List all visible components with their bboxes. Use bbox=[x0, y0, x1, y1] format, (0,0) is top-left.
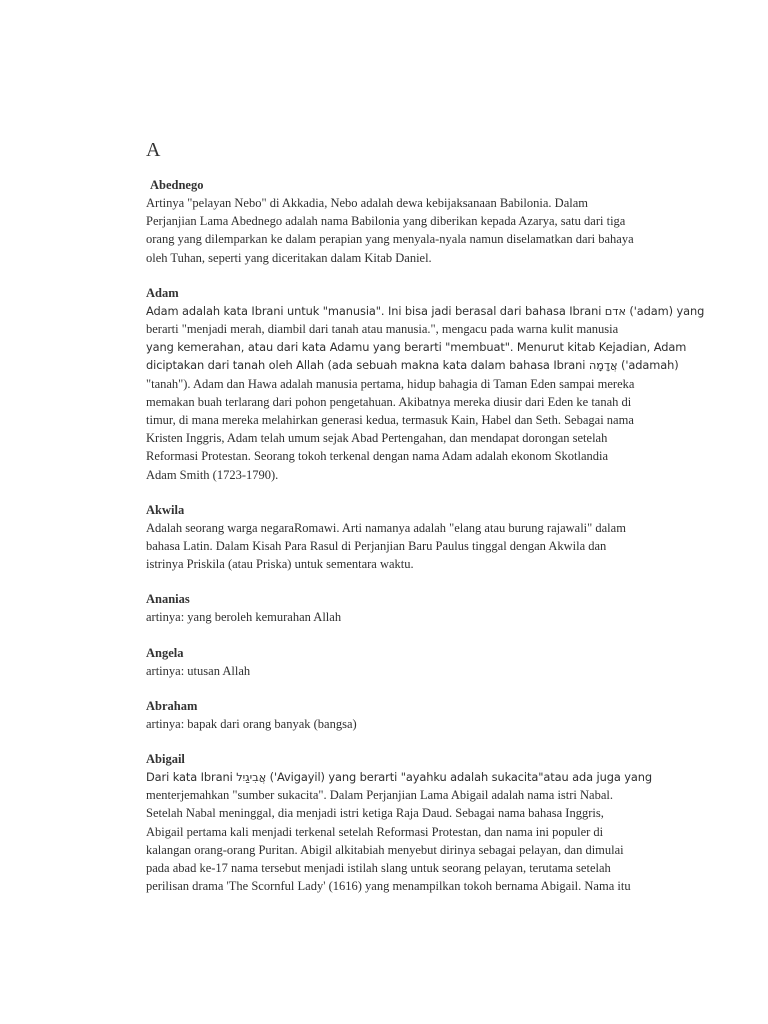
entry-title: Abigail bbox=[146, 752, 185, 767]
body-line: Perjanjian Lama Abednego adalah nama Babilonia yang diberikan kepada Azarya, satu dari tiga bbox=[146, 214, 626, 229]
body-line: diciptakan dari tanah oleh Allah (ada sebuah makna kata dalam bahasa Ibrani אֲדָמָה ('adamah) bbox=[146, 358, 679, 373]
document-page bbox=[146, 138, 705, 912]
body-line: yang kemerahan, atau dari kata Adamu yang berarti "membuat". Menurut kitab Kejadian, Adam bbox=[146, 340, 687, 355]
body-line: Adam adalah kata Ibrani untuk "manusia". Ini bisa jadi berasal dari bahasa Ibrani אדם ('adam) yang bbox=[146, 303, 705, 318]
body-line: perilisan drama 'The Scornful Lady' (1616) yang menampilkan tokoh bernama Abigail. Nama itu bbox=[146, 879, 631, 894]
body-line: menterjemahkan "sumber sukacita". Dalam Perjanjian Lama Abigail adalah nama istri Nabal. bbox=[146, 788, 613, 803]
body-line: orang yang dilemparkan ke dalam perapian yang menyala-nyala namun diselamatkan dari bahaya bbox=[146, 232, 634, 247]
entry-title: Angela bbox=[146, 645, 184, 660]
body-line: Kristen Inggris, Adam telah umum sejak Abad Pertengahan, dan mendapat dorongan setelah bbox=[146, 431, 608, 446]
body-line: Adalah seorang warga negaraRomawi. Arti namanya adalah "elang atau burung rajawali" dalam bbox=[146, 520, 626, 535]
entry-title: Ananias bbox=[146, 592, 190, 607]
entry-abednego bbox=[146, 176, 666, 267]
body-line: Setelah Nabal meninggal, dia menjadi istri ketiga Raja Daud. Sebagai nama bahasa Inggris, bbox=[146, 806, 604, 821]
body-line: memakan buah terlarang dari pohon pengetahuan. Akibatnya mereka diusir dari Eden ke tanah di bbox=[146, 394, 632, 409]
entry-body bbox=[146, 194, 666, 267]
body-line: oleh Tuhan, seperti yang diceritakan dalam Kitab Daniel. bbox=[146, 250, 432, 265]
entry-ananias bbox=[146, 590, 666, 626]
body-line: berarti "menjadi merah, diambil dari tanah atau manusia.", mengacu pada warna kulit manusia bbox=[146, 322, 619, 337]
body-line: timur, di mana mereka melahirkan generasi kedua, termasuk Kain, Habel dan Seth. Sebagai nama bbox=[146, 413, 634, 428]
body-line: Artinya "pelayan Nebo" di Akkadia, Nebo adalah dewa kebijaksanaan Babilonia. Dalam bbox=[146, 196, 588, 210]
entry-adam bbox=[146, 284, 705, 484]
entry-akwila bbox=[146, 501, 666, 574]
entry-body bbox=[146, 662, 666, 680]
body-line: Dari kata Ibrani אֲבִיגַיִל ('Avigayil) yang berarti "ayahku adalah sukacita"atau ada juga yang bbox=[146, 770, 653, 785]
entry-title: Abednego bbox=[150, 178, 204, 192]
body-line: kalangan orang-orang Puritan. Abigil alkitabiah menyebut dirinya sebagai pelayan, dan dimulai bbox=[146, 842, 624, 857]
entry-body bbox=[146, 768, 666, 895]
body-line: bahasa Latin. Dalam Kisah Para Rasul di Perjanjian Baru Paulus tinggal dengan Akwila dan bbox=[146, 539, 607, 554]
section-letter: A bbox=[146, 139, 161, 161]
body-line: Reformasi Protestan. Seorang tokoh terkenal dengan nama Adam adalah ekonom Skotlandia bbox=[146, 449, 609, 464]
body-line: artinya: utusan Allah bbox=[146, 663, 251, 678]
entry-angela bbox=[146, 644, 666, 680]
entry-body bbox=[146, 302, 705, 484]
entry-title: Abraham bbox=[146, 698, 198, 713]
body-line: Adam Smith (1723-1790). bbox=[146, 467, 279, 482]
body-line: istrinya Priskila (atau Priska) untuk sementara waktu. bbox=[146, 557, 414, 572]
entry-body bbox=[146, 608, 666, 626]
body-line: "tanah"). Adam dan Hawa adalah manusia pertama, hidup bahagia di Taman Eden sampai mereka bbox=[146, 376, 635, 391]
body-line: Abigail pertama kali menjadi terkenal setelah Reformasi Protestan, dan nama ini populer di bbox=[146, 824, 604, 839]
entry-body bbox=[146, 519, 666, 574]
entry-abraham bbox=[146, 697, 666, 733]
body-line: artinya: yang beroleh kemurahan Allah bbox=[146, 610, 342, 625]
entry-title: Akwila bbox=[146, 502, 185, 517]
entry-body bbox=[146, 715, 666, 733]
body-line: artinya: bapak dari orang banyak (bangsa) bbox=[146, 716, 357, 731]
body-line: pada abad ke-17 nama tersebut menjadi istilah slang untuk seorang pelayan, terutama setelah bbox=[146, 861, 611, 876]
entry-abigail bbox=[146, 750, 666, 895]
entry-title: Adam bbox=[146, 285, 179, 300]
